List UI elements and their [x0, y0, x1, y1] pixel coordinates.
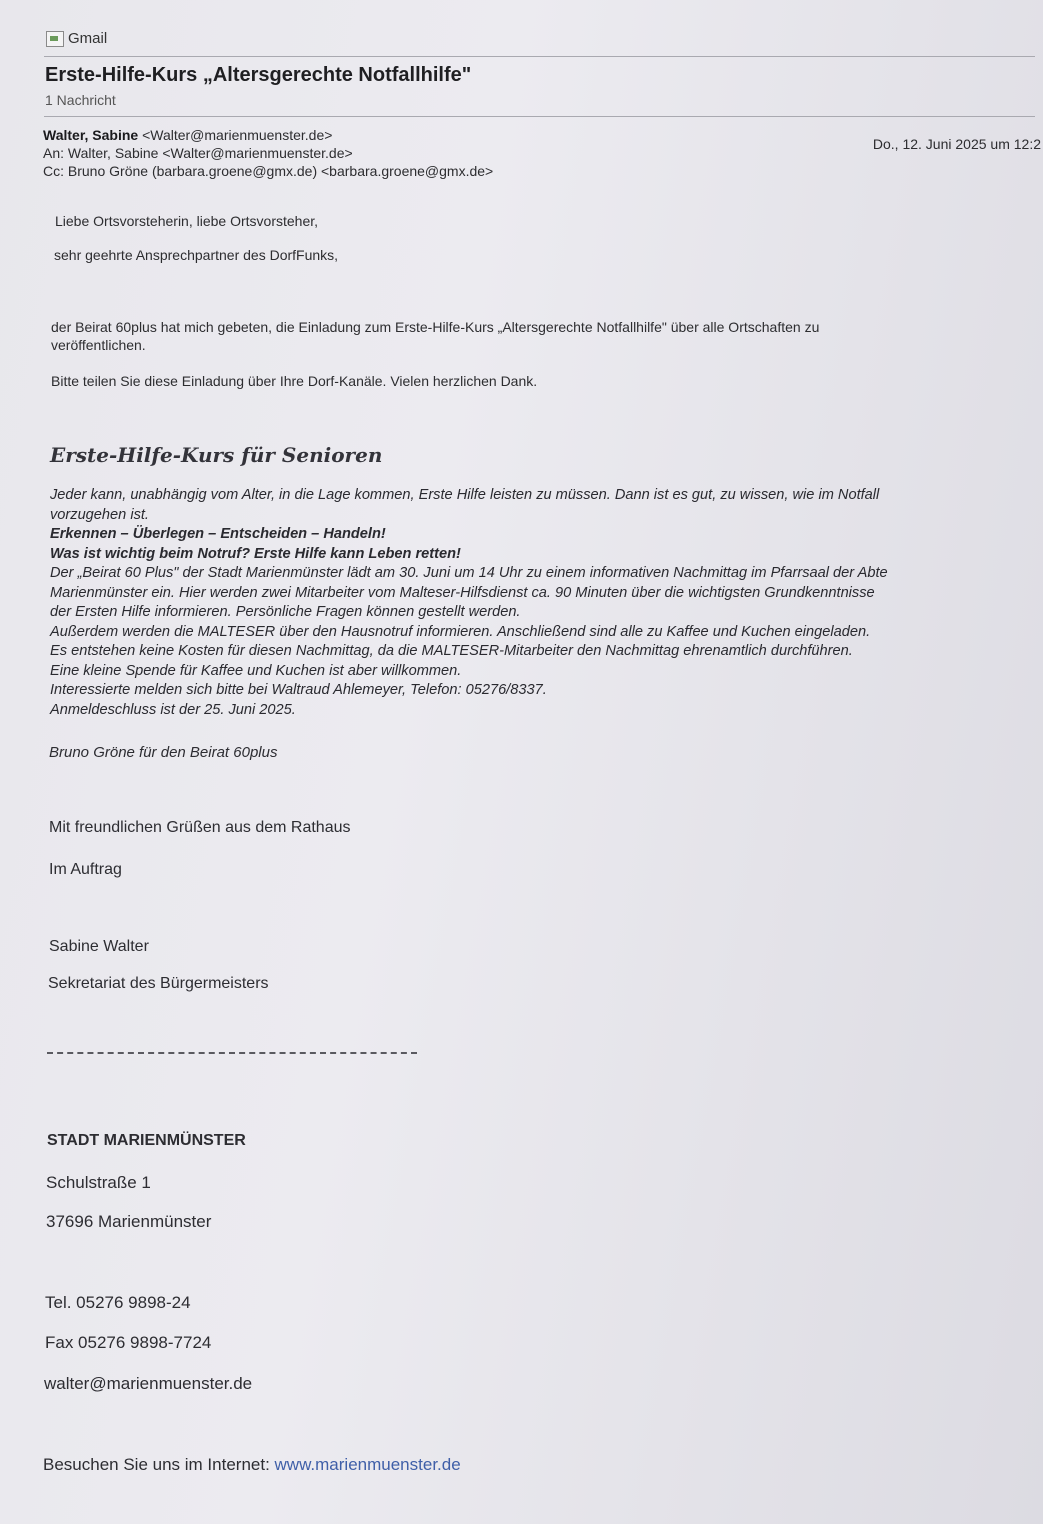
intro-paragraph-2: Bitte teilen Sie diese Einladung über Ihre Dorf-Kanäle. Vielen herzlichen Dank. [51, 373, 538, 389]
org-name: STADT MARIENMÜNSTER [47, 1132, 246, 1149]
email-link[interactable]: walter@marienmuenster.de [44, 1374, 253, 1393]
email-subject: Erste-Hilfe-Kurs „Altersgerechte Notfallhilfe" [45, 64, 472, 86]
invitation-question: Was ist wichtig beim Notruf? Erste Hilfe kann Leben retten! [50, 545, 461, 562]
invitation-body [50, 486, 1040, 720]
invitation-line: vorzugehen ist. [50, 506, 149, 523]
invitation-line: Marienmünster ein. Hier werden zwei Mitarbeiter vom Malteser-Hilfsdienst ca. 90 Minuten über die wichtigsten Grundkenntnisse [50, 584, 875, 601]
visit-label: Besuchen Sie uns im Internet: [43, 1455, 275, 1474]
intro-paragraph-line-2: veröffentlichen. [51, 337, 146, 353]
invitation-signature: Bruno Gröne für den Beirat 60plus [49, 744, 278, 761]
sender-role: Sekretariat des Bürgermeisters [48, 975, 269, 992]
org-city: 37696 Marienmünster [46, 1212, 212, 1231]
invitation-line: Anmeldeschluss ist der 25. Juni 2025. [50, 701, 296, 718]
intro-paragraph-line-1: der Beirat 60plus hat mich gebeten, die Einladung zum Erste-Hilfe-Kurs „Altersgerechte Notfallhilfe" über alle Ortschaften zu [51, 319, 820, 335]
sender-line [43, 127, 332, 143]
subject-divider [44, 116, 1035, 117]
signature-separator [47, 1052, 417, 1054]
gmail-logo-alt: Gmail [68, 30, 108, 47]
invitation-line: Es entstehen keine Kosten für diesen Nachmittag, da die MALTESER-Mitarbeiter den Nachmittag ehrenamtlich durchführen. [50, 643, 853, 659]
recipient-line: An: Walter, Sabine <Walter@marienmuenster.de> [43, 145, 353, 161]
invitation-line: Außerdem werden die MALTESER über den Hausnotruf informieren. Anschließend sind alle zu Kaffee und Kuchen eingeladen. [50, 623, 871, 640]
greeting-2: sehr geehrte Ansprechpartner des DorfFunks, [54, 247, 339, 263]
website-link[interactable]: www.marienmuenster.de [274, 1455, 461, 1474]
visit-website-line [43, 1455, 461, 1475]
email-date: Do., 12. Juni 2025 um 12:2 [872, 136, 1041, 152]
header-divider [44, 56, 1035, 57]
org-fax: Fax 05276 9898-7724 [45, 1333, 212, 1352]
message-count: 1 Nachricht [45, 92, 116, 108]
invitation-line: Der „Beirat 60 Plus" der Stadt Marienmünster lädt am 30. Juni um 14 Uhr zu einem informativen Nachmittag im Pfarrsaal der Abte [50, 565, 888, 581]
closing-on-behalf: Im Auftrag [49, 861, 122, 878]
sender-address: <Walter@marienmuenster.de> [142, 127, 333, 143]
invitation-line: der Ersten Hilfe informieren. Persönliche Fragen können gestellt werden. [50, 604, 521, 620]
sender-signature-name: Sabine Walter [49, 938, 149, 955]
invitation-line: Eine kleine Spende für Kaffee und Kuchen ist aber willkommen. [50, 662, 462, 679]
gmail-logo [46, 30, 107, 47]
invitation-line: Interessierte melden sich bitte bei Waltraud Ahlemeyer, Telefon: 05276/8337. [50, 682, 547, 698]
closing-greeting: Mit freundlichen Grüßen aus dem Rathaus [49, 819, 351, 836]
invitation-title: Erste-Hilfe-Kurs für Senioren [50, 443, 383, 467]
cc-line: Cc: Bruno Gröne (barbara.groene@gmx.de) <barbara.groene@gmx.de> [43, 163, 494, 179]
broken-image-icon [46, 31, 64, 47]
greeting-1: Liebe Ortsvorsteherin, liebe Ortsvorsteher, [55, 213, 319, 229]
org-phone: Tel. 05276 9898-24 [45, 1293, 191, 1312]
sender-name: Walter, Sabine [43, 127, 139, 143]
invitation-line: Jeder kann, unabhängig vom Alter, in die Lage kommen, Erste Hilfe leisten zu müssen. Dann ist es gut, zu wissen, wie im Notfall [50, 487, 880, 503]
invitation-motto: Erkennen – Überlegen – Entscheiden – Handeln! [50, 526, 386, 542]
org-street: Schulstraße 1 [46, 1173, 151, 1192]
